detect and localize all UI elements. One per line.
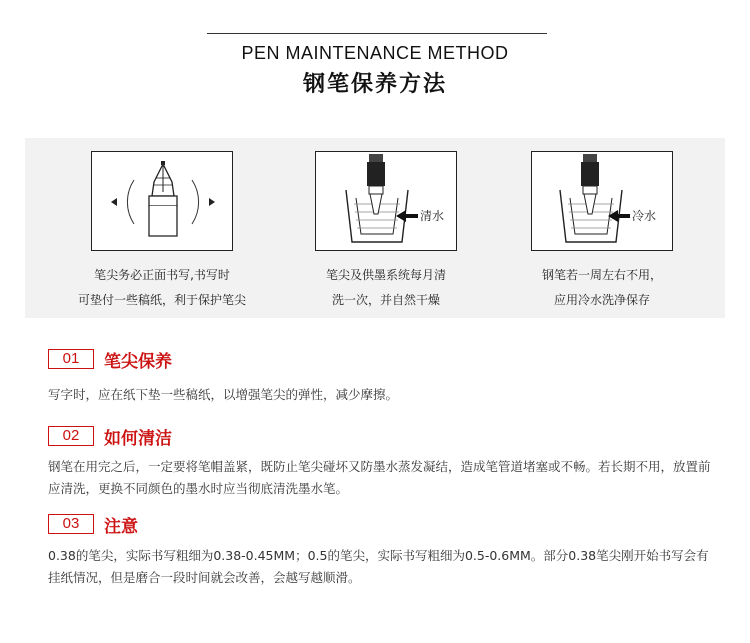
rinse-water-card [315, 151, 457, 251]
card-caption-2: 笔尖及供墨系统每月清 洗一次，并自然干燥 [325, 268, 446, 307]
title-english: PEN MAINTENANCE METHOD [241, 43, 509, 63]
cold-water-illustration [532, 152, 674, 252]
section-title: 注意 [104, 517, 138, 537]
section-title: 如何清洁 [104, 429, 172, 449]
cold-water-card [531, 151, 673, 251]
card-caption-3: 钢笔若一周左右不用， 应用冷水洗净保存 [541, 268, 662, 307]
illustration-panel [25, 138, 725, 318]
section-03-body: 0.38的笔尖，实际书写粗细为0.38-0.45MM；0.5的笔尖，实际书写粗细为0.5-0.6MM。部分0.38笔尖刚开始书写会有挂纸情况，但是磨合一段时间就会改善，会越写越顺滑。 [48, 548, 709, 585]
header-rule [207, 33, 547, 34]
card-caption-1: 笔尖务必正面书写,书写时 可垫付一些稿纸，利于保护笔尖 [77, 268, 246, 307]
arrow-left-icon [111, 198, 117, 206]
section-02-body: 钢笔在用完之后，一定要将笔帽盖紧，既防止笔尖碰坏又防墨水蒸发凝结，造成笔管道堵塞或不畅。若长期不用，放置前应清洗，更换不同颜色的墨水时应当彻底清洗墨水笔。 [48, 459, 711, 496]
section-title: 笔尖保养 [104, 352, 172, 372]
cold-water-label: 冷水 [632, 209, 657, 223]
arrow-right-icon [209, 198, 215, 206]
nib-illustration [92, 152, 234, 252]
rinse-illustration [316, 152, 458, 252]
section-number: 01 [48, 349, 94, 369]
section-01-body: 写字时，应在纸下垫一些稿纸，以增强笔尖的弹性，减少摩擦。 [48, 387, 399, 402]
section-number: 03 [48, 514, 94, 534]
nib-orientation-card [91, 151, 233, 251]
section-number: 02 [48, 426, 94, 446]
arrow-left-icon [396, 210, 418, 222]
water-label: 清水 [420, 209, 445, 223]
title-chinese: 钢笔保养方法 [302, 72, 447, 97]
